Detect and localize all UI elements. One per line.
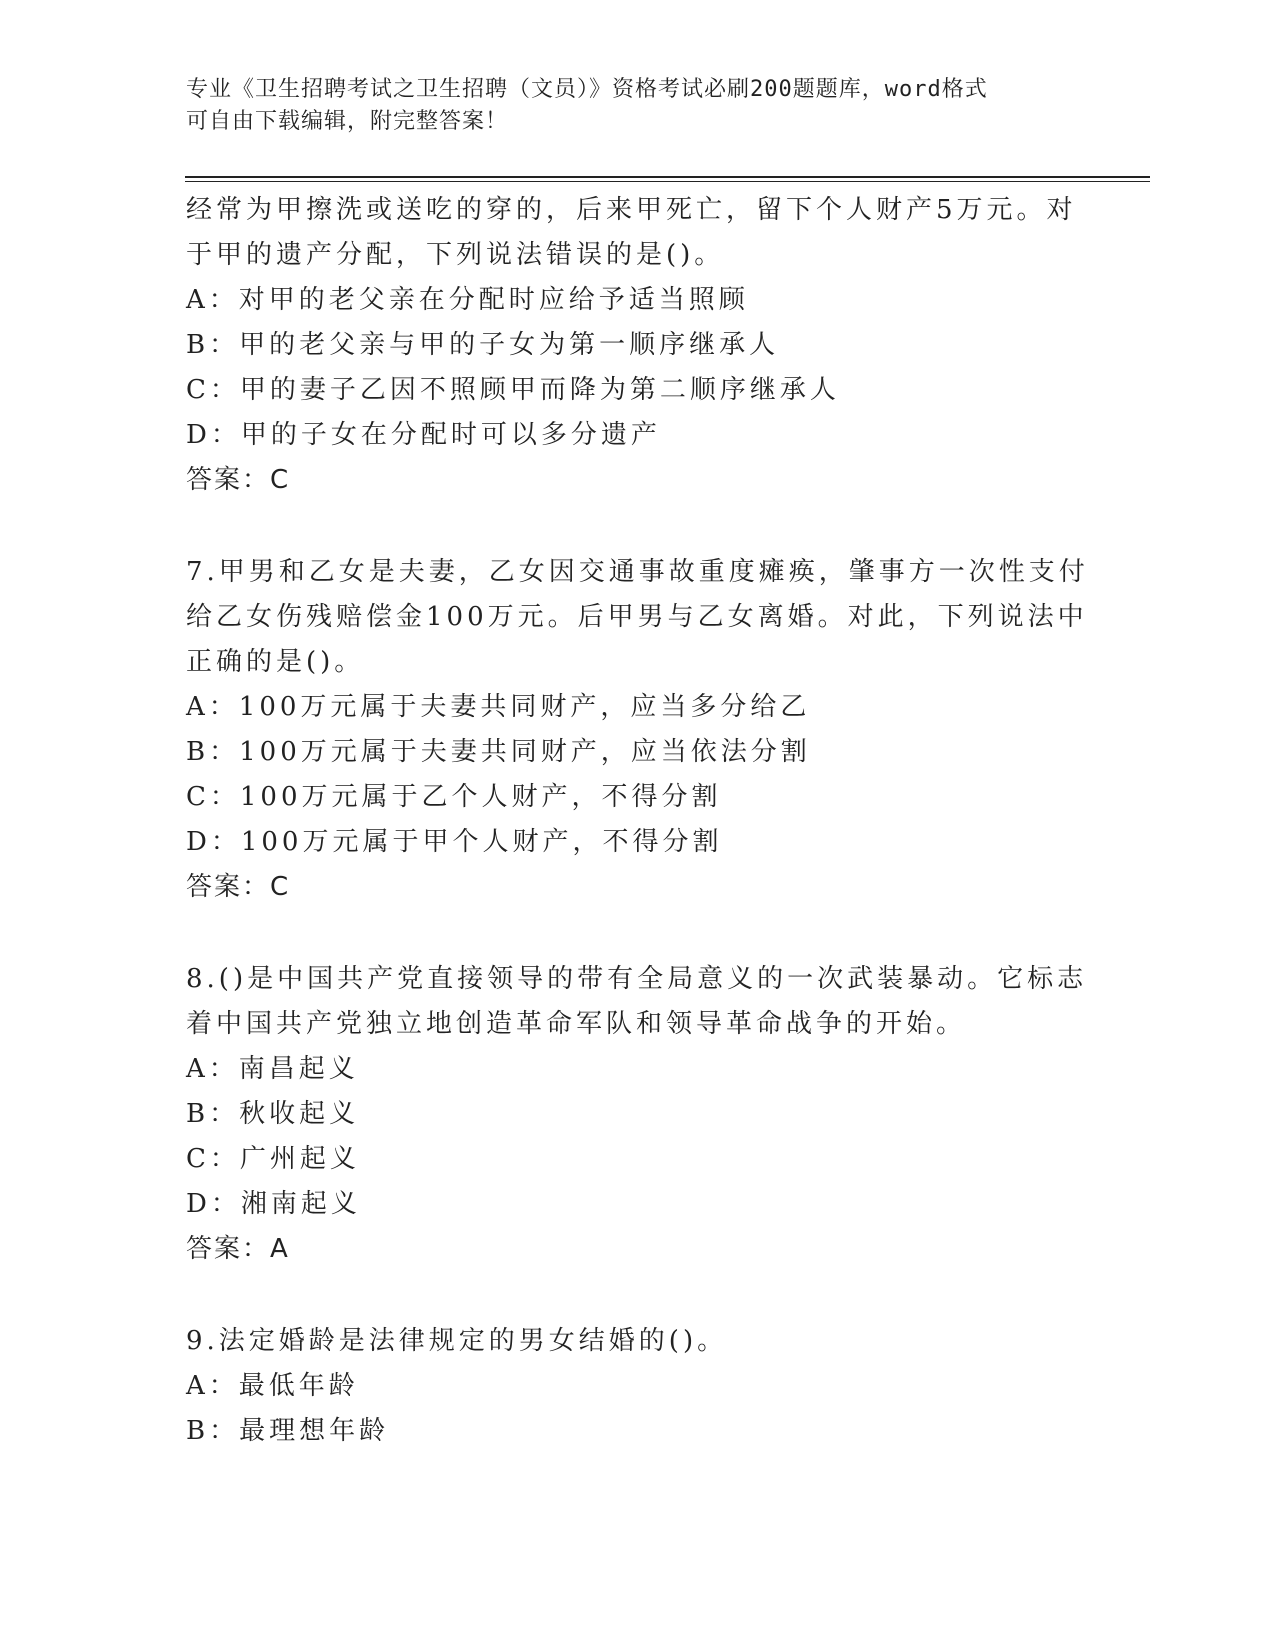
option-b: B：最理想年龄 xyxy=(186,1416,390,1446)
question-block xyxy=(186,550,1089,910)
option-a: A：南昌起义 xyxy=(186,1054,359,1084)
question-list xyxy=(186,188,1089,1454)
option-d: D：100万元属于甲个人财产，不得分割 xyxy=(186,827,723,857)
option-d: D：甲的子女在分配时可以多分遗产 xyxy=(186,420,661,450)
question-block xyxy=(186,957,1086,1272)
question-stem-line: 经常为甲擦洗或送吃的穿的，后来甲死亡，留下个人财产5万元。对 xyxy=(186,195,1077,225)
option-b: B：甲的老父亲与甲的子女为第一顺序继承人 xyxy=(186,330,780,360)
question-stem-line: 着中国共产党独立地创造革命军队和领导革命战争的开始。 xyxy=(186,1009,967,1039)
answer-line: 答案：A xyxy=(186,1234,290,1264)
question-spacer xyxy=(186,1272,1086,1319)
option-a: A：最低年龄 xyxy=(186,1371,359,1401)
option-c: C：广州起义 xyxy=(186,1144,360,1174)
question-block xyxy=(186,188,1086,503)
option-d: D：湘南起义 xyxy=(186,1189,361,1219)
question-stem-line: 于甲的遗产分配，下列说法错误的是()。 xyxy=(186,240,725,270)
answer-line: 答案：C xyxy=(186,872,291,902)
option-a: A：对甲的老父亲在分配时应给予适当照顾 xyxy=(186,285,749,315)
header-title-line-1: 专业《卫生招聘考试之卫生招聘（文员）》资格考试必刷200题题库，word格式 xyxy=(186,77,988,102)
question-stem-line: 给乙女伤残赔偿金100万元。后甲男与乙女离婚。对此，下列说法中 xyxy=(186,602,1088,632)
answer-line: 答案：C xyxy=(186,465,291,495)
header-divider-thin xyxy=(185,181,1150,182)
header-title-line-2: 可自由下载编辑，附完整答案！ xyxy=(186,109,509,134)
question-stem-line: 9.法定婚龄是法律规定的男女结婚的()。 xyxy=(186,1326,728,1356)
question-stem-line: 正确的是()。 xyxy=(186,647,365,677)
option-b: B：100万元属于夫妻共同财产，应当依法分割 xyxy=(186,737,811,767)
document-header xyxy=(186,74,1066,138)
question-stem-line: 8.()是中国共产党直接领导的带有全局意义的一次武装暴动。它标志 xyxy=(186,964,1088,994)
question-spacer xyxy=(186,503,1086,550)
option-c: C：甲的妻子乙因不照顾甲而降为第二顺序继承人 xyxy=(186,375,840,405)
question-block xyxy=(186,1319,1086,1454)
header-divider-thick xyxy=(185,176,1150,178)
option-c: C：100万元属于乙个人财产，不得分割 xyxy=(186,782,722,812)
question-stem-line: 7.甲男和乙女是夫妻，乙女因交通事故重度瘫痪，肇事方一次性支付 xyxy=(186,557,1089,587)
question-spacer xyxy=(186,910,1086,957)
option-b: B：秋收起义 xyxy=(186,1099,360,1129)
option-a: A：100万元属于夫妻共同财产，应当多分给乙 xyxy=(186,692,811,722)
